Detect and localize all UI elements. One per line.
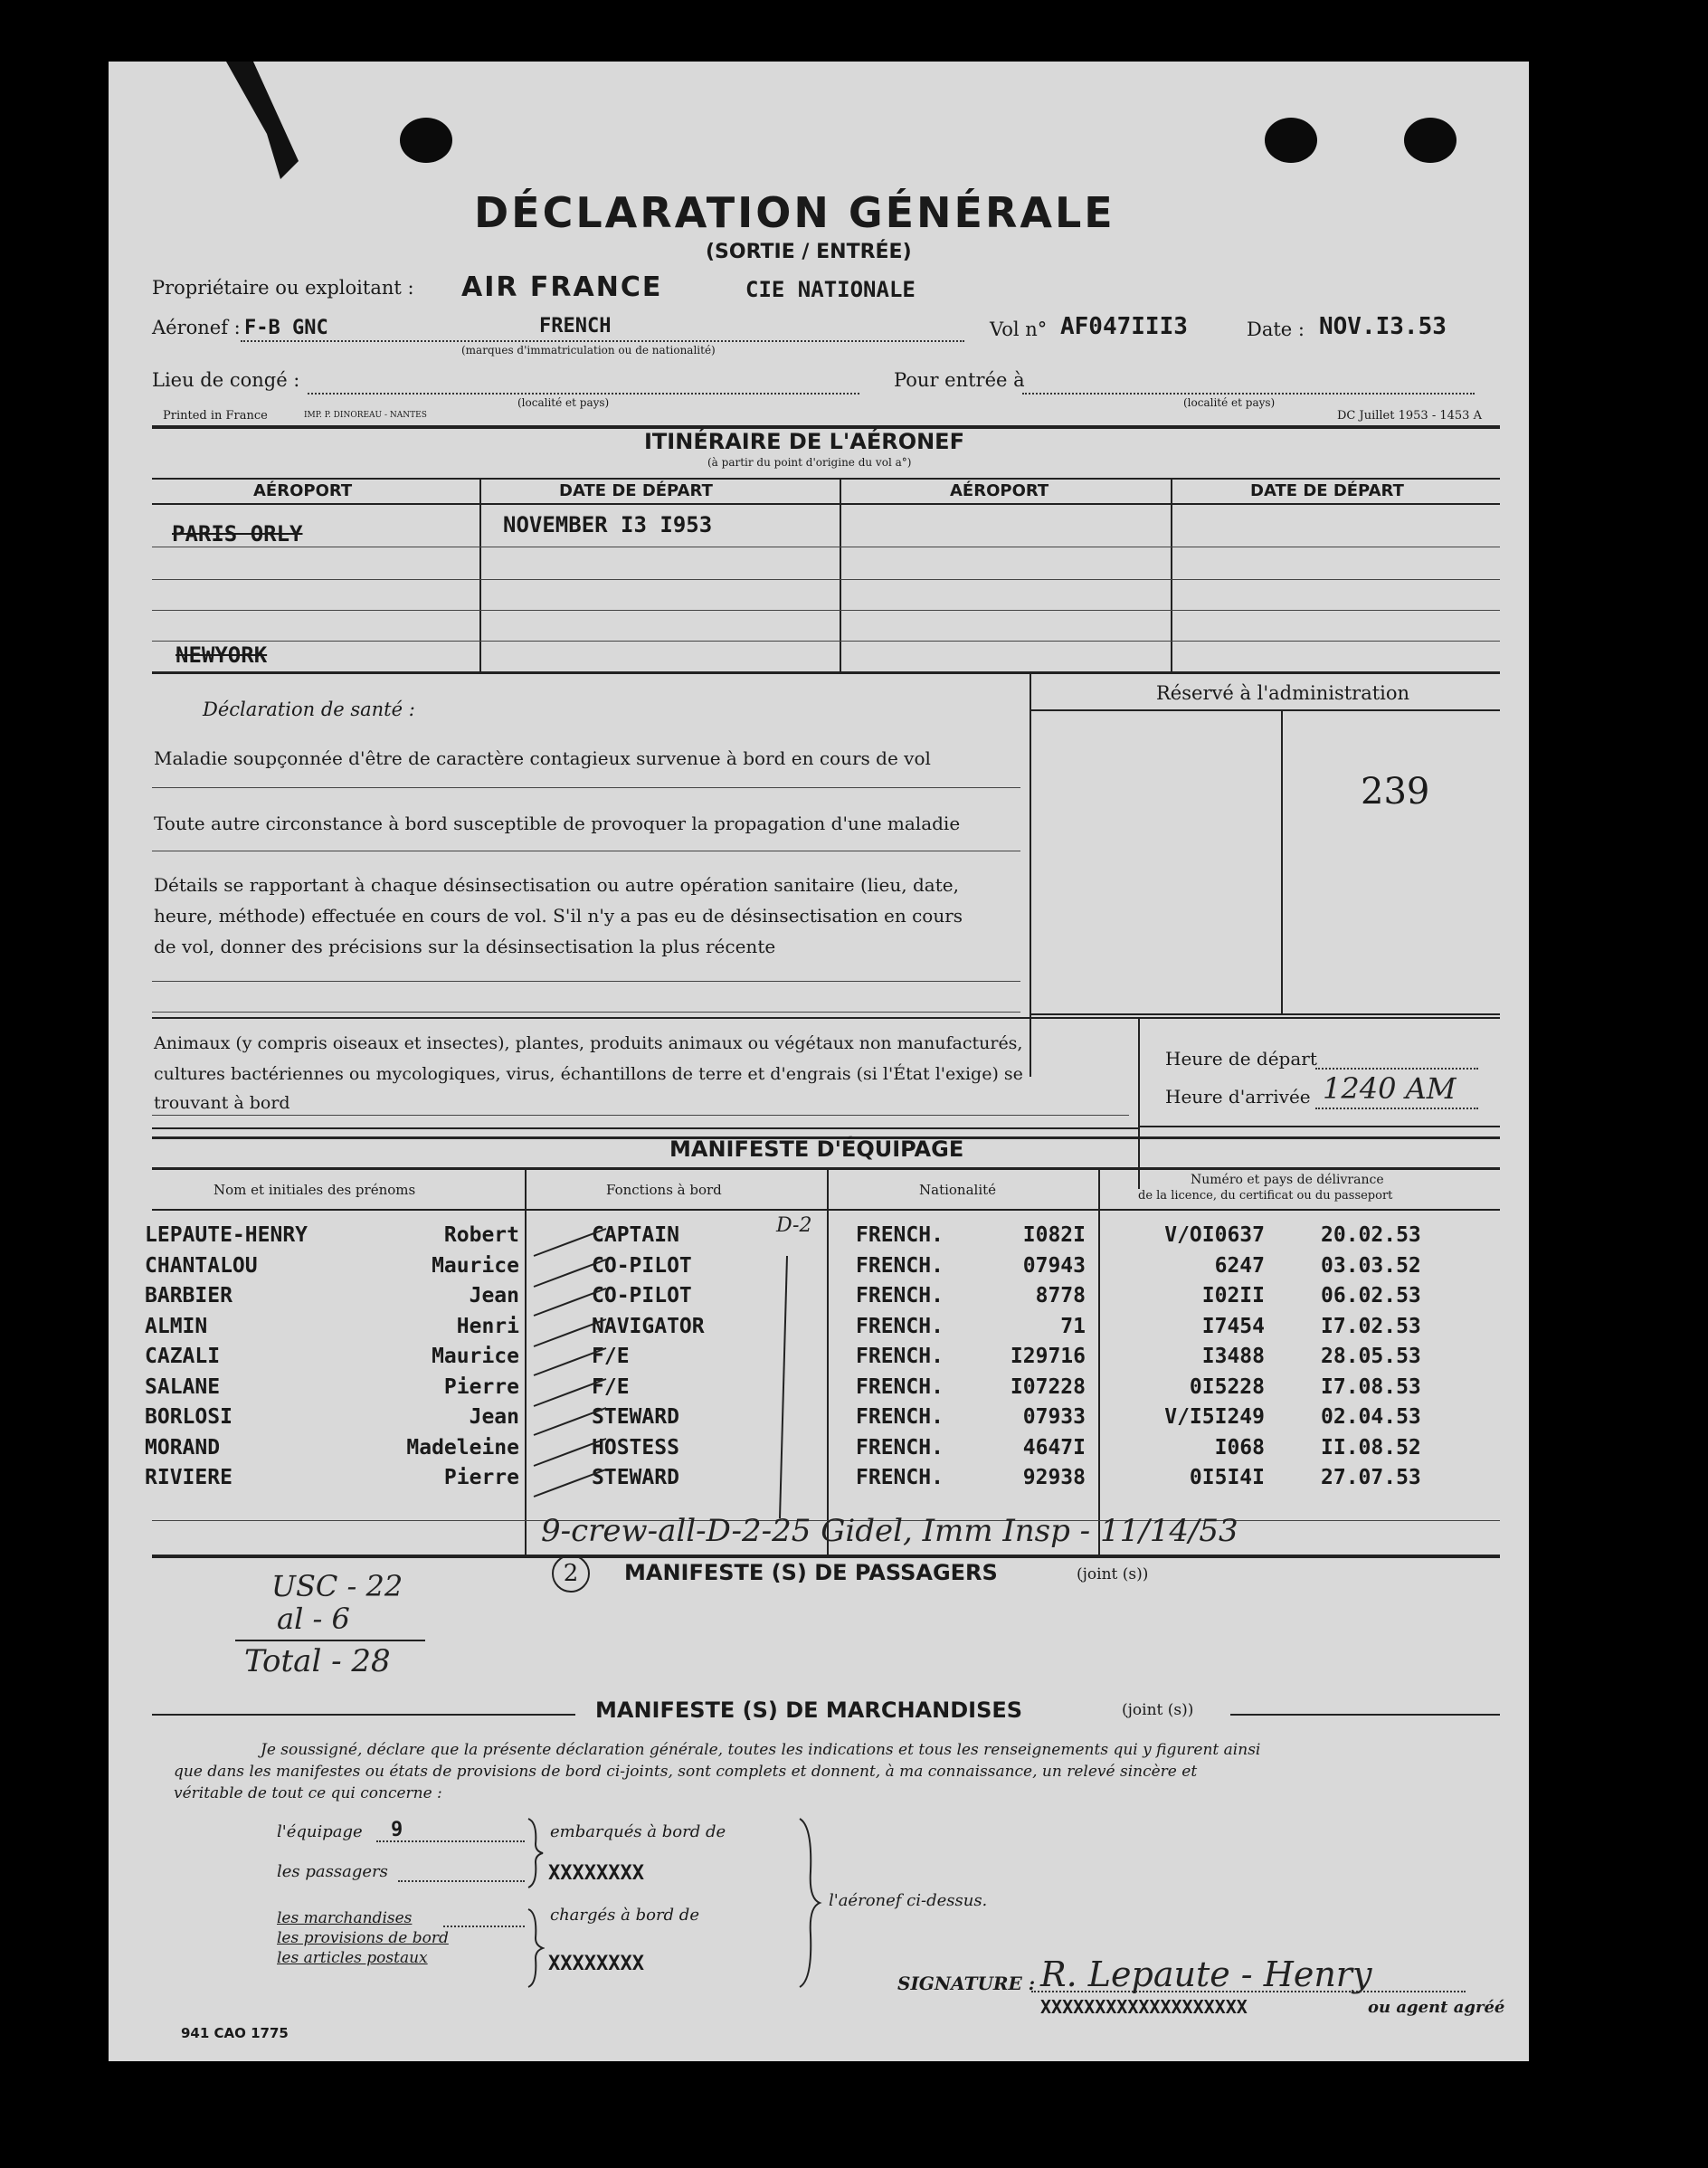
crew-surname: ALMIN (145, 1314, 208, 1338)
signature-value: R. Lepaute - Henry (1040, 1954, 1372, 1994)
crew-license-number: 0I5228 (1189, 1374, 1265, 1399)
crew-nationality-number: 4647I (1022, 1435, 1086, 1460)
crew-function: STEWARD (592, 1466, 679, 1489)
agent-label: ou agent agréé (1368, 1998, 1505, 2017)
itinerary-row-4 (152, 641, 1500, 642)
crew-nationality: FRENCH. (856, 1314, 944, 1338)
form-sheet (109, 62, 1529, 2061)
departure-time-label: Heure de départ (1165, 1048, 1317, 1070)
crew-col-license-2: de la licence, du certificat ou du passeport (1138, 1189, 1393, 1203)
crew-license-number: 0I5I4I (1189, 1466, 1265, 1489)
itinerary-header-bottom (152, 503, 1500, 505)
health-heading: Déclaration de santé : (203, 699, 415, 720)
decl-embarked-label: embarqués à bord de (550, 1822, 726, 1841)
crew-check-marks (525, 1220, 850, 1555)
times-top (1138, 1017, 1500, 1019)
animals-line-2: cultures bactériennes ou mycologiques, virus, échantillons de terre et d'engrais (si l'État l'exige) se (154, 1064, 1023, 1084)
crew-surname: MORAND (145, 1435, 221, 1460)
crew-nationality: FRENCH. (856, 1405, 944, 1429)
crew-col-license-1: Numéro et pays de délivrance (1191, 1173, 1384, 1187)
itinerary-col-div-2 (840, 478, 841, 671)
owner-extra: CIE NATIONALE (745, 277, 916, 302)
admin-label: Réservé à l'administration (1156, 682, 1410, 704)
aircraft-value: F-B GNC (244, 317, 328, 339)
crew-col-name: Nom et initiales des prénoms (214, 1182, 416, 1198)
itinerary-col-div-3 (1171, 478, 1172, 671)
decl-brace-top (527, 1817, 545, 1889)
passengers-usc: USC - 22 (271, 1569, 403, 1603)
health-rule-1 (152, 787, 1020, 788)
cargo-rule-left (152, 1714, 575, 1716)
crew-nationality-number: I082I (1022, 1223, 1086, 1247)
arrival-time-value: 1240 AM (1323, 1071, 1457, 1106)
crew-header-bottom (152, 1209, 1500, 1211)
crew-license-number: V/OI0637 (1164, 1223, 1265, 1247)
crew-given-name: Jean (469, 1284, 519, 1307)
itinerary-destination: NEWYORK (176, 642, 268, 668)
decl-loaded-label: chargés à bord de (550, 1906, 699, 1925)
health-admin-divider (1030, 671, 1031, 1077)
crew-license-date: I7.08.53 (1321, 1374, 1421, 1399)
signature-label: SIGNATURE : (897, 1973, 1036, 1994)
crew-given-name: Henri (456, 1314, 519, 1338)
aircraft-nationality: FRENCH (539, 315, 612, 338)
crew-nationality-number: 92938 (1022, 1466, 1086, 1489)
crew-license-number: I7454 (1201, 1314, 1265, 1338)
decl-aircraft-above: l'aéronef ci-dessus. (829, 1891, 988, 1910)
locality-note-2: (localité et pays) (1183, 396, 1276, 409)
decl-brace-right (796, 1817, 823, 1989)
passenger-count-circled: 2 (552, 1555, 590, 1593)
crew-license-number: 6247 (1214, 1253, 1265, 1278)
passengers-total: Total - 28 (244, 1643, 391, 1679)
crew-nationality: FRENCH. (856, 1223, 944, 1247)
cargo-title: MANIFESTE (S) DE MARCHANDISES (595, 1697, 1023, 1723)
crew-given-name: Robert (443, 1223, 519, 1247)
crew-nationality-number: 07943 (1022, 1253, 1086, 1278)
admin-inner-divider (1281, 709, 1283, 1013)
crew-surname: LEPAUTE-HENRY (145, 1223, 308, 1247)
decl-postal-label: les articles postaux (277, 1949, 428, 1967)
itinerary-origin-date: NOVEMBER I3 I953 (503, 512, 713, 537)
punch-hole-left (400, 118, 452, 163)
animals-rule (152, 1115, 1129, 1116)
crew-surname: CAZALI (145, 1345, 221, 1368)
crew-title: MANIFESTE D'ÉQUIPAGE (669, 1136, 964, 1162)
departure-place-dotline (308, 393, 859, 395)
crew-nationality-number: I07228 (1010, 1374, 1086, 1399)
crew-license-date: 03.03.52 (1321, 1253, 1421, 1278)
itinerary-col-div-1 (479, 478, 481, 671)
health-line-2: Toute autre circonstance à bord susceptible de provoquer la propagation d'une maladie (154, 813, 961, 834)
crew-nationality: FRENCH. (856, 1374, 944, 1399)
entry-dotline (1022, 393, 1475, 395)
cargo-rule-right (1230, 1714, 1500, 1716)
stamp-code: 941 CAO 1775 (181, 2025, 289, 2041)
animals-top (152, 1017, 1183, 1019)
health-line-3a: Détails se rapportant à chaque désinsectisation ou autre opération sanitaire (lieu, date, (154, 874, 959, 896)
crew-col-function: Fonctions à bord (606, 1182, 722, 1198)
decl-provisions-label: les provisions de bord (277, 1929, 449, 1947)
crew-surname: BORLOSI (145, 1405, 232, 1429)
animals-right (1138, 1017, 1140, 1189)
crew-function-note: D-2 (776, 1214, 812, 1237)
crew-license-date: II.08.52 (1321, 1435, 1421, 1460)
crew-nationality: FRENCH. (856, 1345, 944, 1368)
passengers-total-rule (235, 1640, 425, 1641)
crew-license-date: I7.02.53 (1321, 1314, 1421, 1338)
decl-struck-2: XXXXXXXX (548, 1953, 644, 1975)
aircraft-label: Aéronef : (152, 317, 241, 338)
declaration-line-1: Je soussigné, déclare que la présente déclaration générale, toutes les indications et tous les renseignements qui y figurent ainsi (261, 1741, 1261, 1759)
crew-license-number: V/I5I249 (1164, 1405, 1265, 1429)
passengers-joint: (joint (s)) (1077, 1565, 1149, 1583)
crew-header-top (152, 1167, 1500, 1170)
crew-surname: CHANTALOU (145, 1253, 258, 1278)
itinerary-origin: PARIS ORLY (172, 521, 303, 547)
crew-license-number: I068 (1214, 1435, 1265, 1460)
crew-given-name: Maurice (432, 1253, 519, 1278)
admin-bottom (1030, 1013, 1500, 1015)
crew-function: CAPTAIN (592, 1223, 679, 1247)
crew-given-name: Pierre (443, 1466, 519, 1489)
crew-nationality-number: I29716 (1010, 1345, 1086, 1368)
arrival-time-label: Heure d'arrivée (1165, 1086, 1311, 1108)
signature-dotline (1031, 1991, 1466, 1992)
itinerary-row-3 (152, 610, 1500, 611)
crew-given-name: Maurice (432, 1345, 519, 1368)
crew-function: STEWARD (592, 1405, 679, 1429)
entry-label: Pour entrée à (894, 369, 1025, 391)
passengers-title: MANIFESTE (S) DE PASSAGERS (624, 1560, 998, 1585)
departure-time-dotline (1315, 1068, 1478, 1070)
health-rule-4 (152, 1012, 1020, 1013)
crew-function: CO-PILOT (592, 1284, 692, 1307)
decl-goods-label: les marchandises (277, 1909, 413, 1927)
times-bottom (1138, 1126, 1500, 1127)
decl-crew-label: l'équipage (277, 1822, 363, 1841)
passengers-al: al - 6 (277, 1602, 350, 1636)
departure-place-label: Lieu de congé : (152, 369, 300, 391)
owner-label: Propriétaire ou exploitant : (152, 277, 414, 299)
decl-goods-dotline (443, 1926, 525, 1927)
itinerary-col-date-1: DATE DE DÉPART (559, 481, 713, 500)
crew-col-nationality: Nationalité (919, 1182, 997, 1198)
crew-col-div-3 (1098, 1167, 1100, 1555)
page-subtitle: (SORTIE / ENTRÉE) (706, 241, 912, 263)
itinerary-row-2 (152, 579, 1500, 580)
decl-passengers-label: les passagers (277, 1862, 388, 1881)
crew-surname: RIVIERE (145, 1466, 232, 1489)
crew-license-number: I3488 (1201, 1345, 1265, 1368)
printer-note: IMP. P. DINOREAU - NANTES (304, 411, 427, 420)
health-rule-3 (152, 981, 1020, 982)
crew-nationality-number: 07933 (1022, 1405, 1086, 1429)
crew-function: HOSTESS (592, 1435, 679, 1460)
crew-handwritten-note: 9-crew-all-D-2-25 Gidel, Imm Insp - 11/14/53 (541, 1513, 1238, 1549)
itinerary-bottom (152, 671, 1500, 674)
cargo-joint: (joint (s)) (1122, 1701, 1194, 1719)
health-line-1: Maladie soupçonnée d'être de caractère contagieux survenue à bord en cours de vol (154, 747, 931, 769)
owner-value: AIR FRANCE (461, 271, 663, 303)
crew-bottom (152, 1555, 1500, 1558)
crew-function: NAVIGATOR (592, 1314, 705, 1338)
crew-nationality-number: 71 (1060, 1314, 1086, 1338)
itinerary-col-airport-1: AÉROPORT (253, 481, 353, 500)
aircraft-note: (marques d'immatriculation ou de nationalité) (461, 344, 716, 357)
crew-function: F/E (592, 1345, 630, 1368)
crew-license-date: 20.02.53 (1321, 1223, 1421, 1247)
decl-struck-3: XXXXXXXXXXXXXXXXXXX (1040, 1996, 1248, 2018)
itinerary-title: ITINÉRAIRE DE L'AÉRONEF (644, 429, 964, 454)
printed-note: Printed in France (163, 409, 268, 423)
animals-line-1: Animaux (y compris oiseaux et insectes), plantes, produits animaux ou végétaux non manufacturés, (154, 1033, 1023, 1053)
flight-label: Vol n° (990, 319, 1048, 340)
decl-brace-bottom (527, 1907, 545, 1989)
crew-surname: SALANE (145, 1374, 221, 1399)
page-title: DÉCLARATION GÉNÉRALE (474, 188, 1115, 237)
crew-nationality-number: 8778 (1035, 1284, 1086, 1307)
crew-nationality: FRENCH. (856, 1466, 944, 1489)
flight-number: AF047III3 (1060, 313, 1188, 340)
crew-nationality: FRENCH. (856, 1253, 944, 1278)
decl-crew-value: 9 (391, 1819, 403, 1841)
decl-struck-1: XXXXXXXX (548, 1862, 644, 1885)
crew-given-name: Jean (469, 1405, 519, 1429)
form-code: DC Juillet 1953 - 1453 A (1337, 409, 1482, 423)
flight-date: NOV.I3.53 (1319, 313, 1447, 340)
crew-license-date: 06.02.53 (1321, 1284, 1421, 1307)
declaration-line-3: véritable de tout ce qui concerne : (174, 1784, 442, 1802)
crew-license-date: 27.07.53 (1321, 1466, 1421, 1489)
itinerary-col-date-2: DATE DE DÉPART (1250, 481, 1404, 500)
itinerary-header-top (152, 478, 1500, 480)
admin-label-rule (1030, 709, 1500, 711)
decl-passengers-dotline (398, 1880, 525, 1882)
aircraft-dotline (241, 340, 964, 342)
crew-surname: BARBIER (145, 1284, 232, 1307)
crew-given-name: Pierre (443, 1374, 519, 1399)
crew-function: F/E (592, 1374, 630, 1399)
admin-number: 239 (1361, 771, 1430, 813)
punch-hole-right (1404, 118, 1457, 163)
ink-mark (217, 62, 335, 188)
crew-license-date: 02.04.53 (1321, 1405, 1421, 1429)
animals-line-3: trouvant à bord (154, 1093, 290, 1113)
itinerary-subtitle: (à partir du point d'origine du vol a°) (707, 456, 912, 469)
crew-function: CO-PILOT (592, 1253, 692, 1278)
crew-nationality: FRENCH. (856, 1284, 944, 1307)
itinerary-col-airport-2: AÉROPORT (950, 481, 1049, 500)
punch-hole-center (1265, 118, 1317, 163)
date-label: Date : (1247, 319, 1305, 340)
crew-license-date: 28.05.53 (1321, 1345, 1421, 1368)
declaration-line-2: que dans les manifestes ou états de provisions de bord ci-joints, sont complets et donnent, à ma connaissance, un relevé sincère et (174, 1763, 1198, 1781)
crew-given-name: Madeleine (406, 1435, 519, 1460)
health-line-3b: heure, méthode) effectuée en cours de vol. S'il n'y a pas eu de désinsectisation en cours (154, 905, 963, 927)
crew-license-number: I02II (1201, 1284, 1265, 1307)
locality-note: (localité et pays) (517, 396, 610, 409)
arrival-time-dotline (1315, 1108, 1478, 1109)
health-line-3c: de vol, donner des précisions sur la désinsectisation la plus récente (154, 936, 776, 957)
crew-nationality: FRENCH. (856, 1435, 944, 1460)
animals-bottom (152, 1127, 1140, 1129)
